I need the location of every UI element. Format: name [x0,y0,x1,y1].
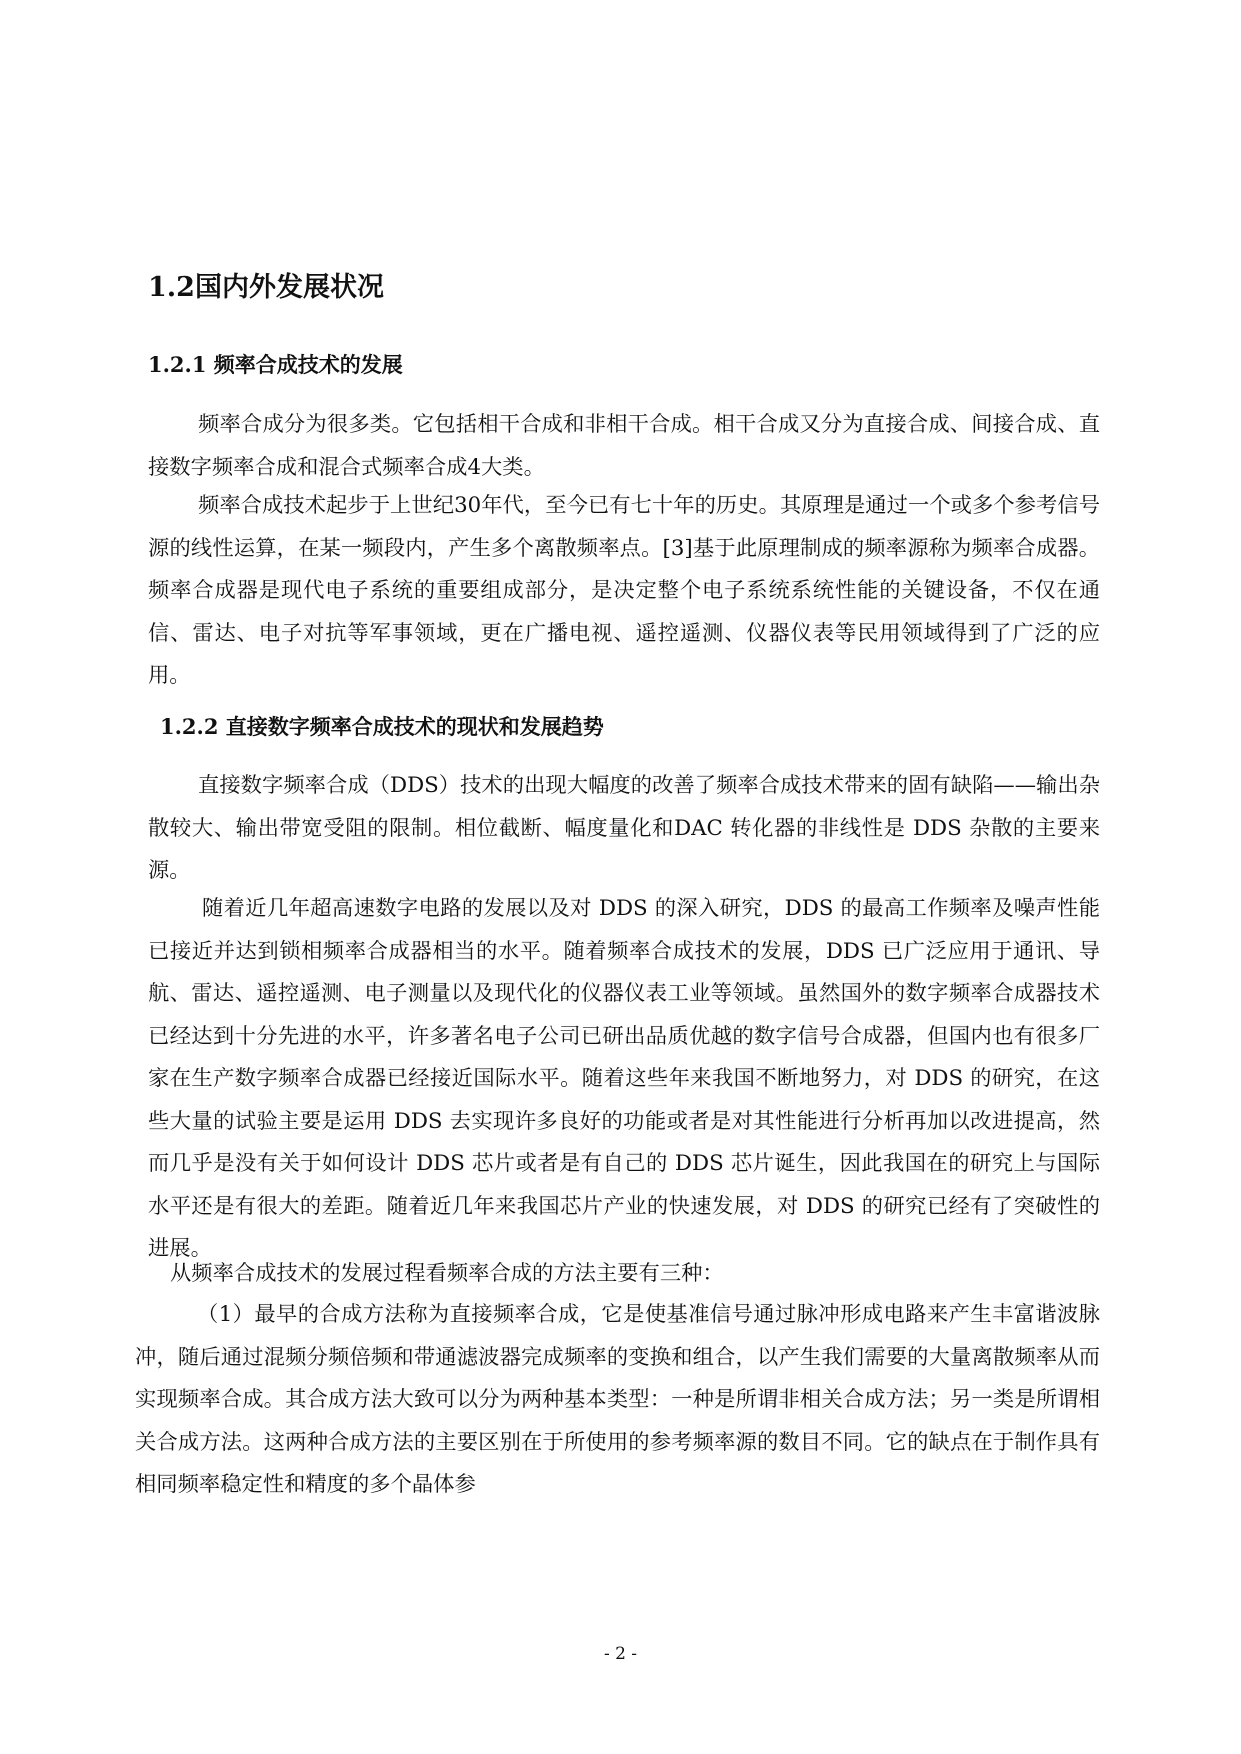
paragraph: 从频率合成技术的发展过程看频率合成的方法主要有三种： [170,1261,724,1286]
subsection-heading-1-2-2: 1.2.2 直接数字频率合成技术的现状和发展趋势 [160,714,604,739]
paragraph: 随着近几年超高速数字电路的发展以及对 DDS 的深入研究，DDS 的最高工作频率及噪声性能已接近并达到锁相频率合成器相当的水平。随着频率合成技术的发展，DDS 已广泛应用于通讯、导航、雷达、遥控遥测、电子测量以及现代化的仪器仪表工业等领域。虽然国外的数字频率合成器技术已经达到十分先进的水平，许多著名电子公司已研出品质优越的数字信号合成器，但国内也有很多厂家在生产数字频率合成器已经接近国际水平。随着这些年来我国不断地努力，对 DDS 的研究，在这些大量的试验主要是运用 DDS 去实现许多良好的功能或者是对其性能进行分析再加以改进提高，然而几乎是没有关于如何设计 DDS 芯片或者是有自己的 DDS 芯片诞生，因此我国在的研究上与国际水平还是有很大的差距。随着近几年来我国芯片产业的快速发展，对 DDS 的研究已经有了突破性的进展。 [148,896,1100,1261]
paragraph: 频率合成分为很多类。它包括相干合成和非相干合成。相干合成又分为直接合成、间接合成、直接数字频率合成和混合式频率合成4大类。 [148,412,1100,480]
subsection-heading-1-2-1: 1.2.1 频率合成技术的发展 [148,352,403,377]
paragraph: 直接数字频率合成（DDS）技术的出现大幅度的改善了频率合成技术带来的固有缺陷——输出杂散较大、输出带宽受阻的限制。相位截断、幅度量化和DAC 转化器的非线性是 DDS 杂散的主要来源。 [148,773,1100,883]
section-heading: 1.2国内外发展状况 [148,272,384,303]
page-number: - 2 - [603,1644,638,1664]
paragraph: 频率合成技术起步于上世纪30年代，至今已有七十年的历史。其原理是通过一个或多个参考信号源的线性运算，在某一频段内，产生多个离散频率点。[3]基于此原理制成的频率源称为频率合成器。频率合成器是现代电子系统的重要组成部分，是决定整个电子系统系统性能的关键设备，不仅在通信、雷达、电子对抗等军事领域，更在广播电视、遥控遥测、仪器仪表等民用领域得到了广泛的应用。 [148,493,1100,688]
paragraph: （1）最早的合成方法称为直接频率合成，它是使基准信号通过脉冲形成电路来产生丰富谐波脉冲，随后通过混频分频倍频和带通滤波器完成频率的变换和组合，以产生我们需要的大量离散频率从而实现频率合成。其合成方法大致可以分为两种基本类型：一种是所谓非相关合成方法；另一类是所谓相关合成方法。这两种合成方法的主要区别在于所使用的参考频率源的数目不同。它的缺点在于制作具有相同频率稳定性和精度的多个晶体参 [135,1302,1100,1497]
